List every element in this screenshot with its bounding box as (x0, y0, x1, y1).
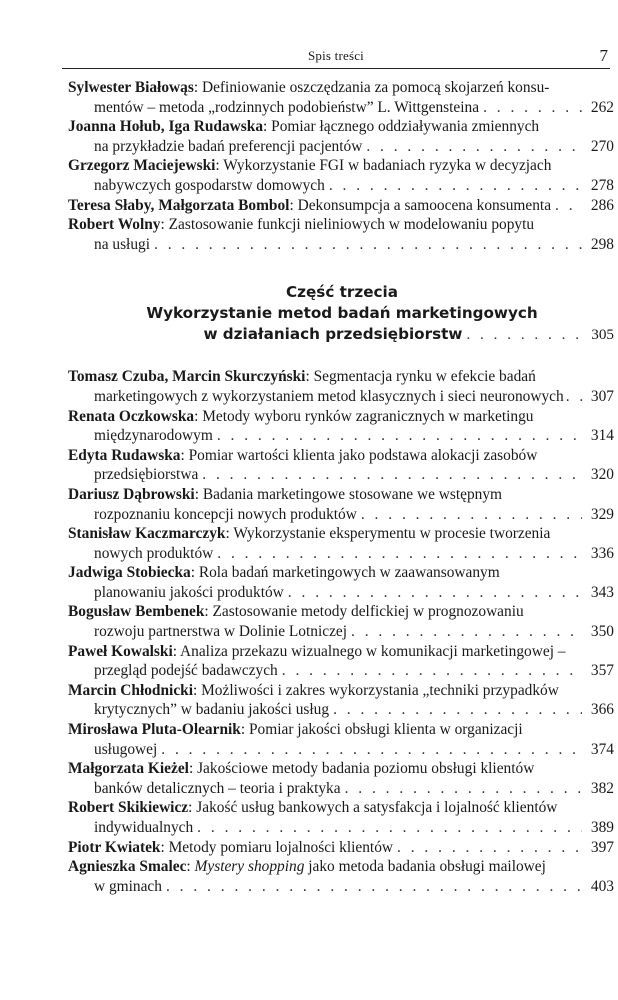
toc-title-line: Definiowanie oszczędzania za pomocą skojarzeń konsu- (201, 79, 550, 96)
toc-entry[interactable]: Bogusław Bembenek: Zastosowanie metody delfickiej w prognozowaniu rozwoju partnerstwa w Dolinie Lotniczej . . . 350 (68, 602, 616, 641)
dot-leader (154, 235, 582, 255)
toc-title-line: banków detalicznych – teoria i praktyka (94, 779, 341, 797)
dot-leader (397, 838, 582, 858)
toc-title-line: Badania marketingowe stosowane we wstępnym (202, 485, 503, 503)
toc-entry[interactable]: Małgorzata Kieżel: Jakościowe metody badania poziomu obsługi klientów banków detalicznych – teoria i praktyka . . . 382 (68, 759, 616, 798)
toc-author: Bogusław Bembenek (68, 603, 205, 621)
toc-title-line: mentów – metoda „rodzinnych podobieństw” L. Wittgensteina (94, 98, 480, 116)
toc-entry[interactable]: Jadwiga Stobiecka: Rola badań marketingowych w zaawansowanym planowaniu jakości produktów . . . 343 (68, 563, 616, 602)
toc-page-number: 397 (590, 838, 614, 856)
toc-title-line: w gminach (94, 877, 162, 895)
toc-author: Robert Skikiewicz (68, 799, 189, 817)
toc-title-line: międzynarodowym (94, 427, 213, 445)
dot-leader (361, 505, 582, 525)
toc-title-line: rozwoju partnerstwa w Dolinie Lotniczej (94, 623, 348, 641)
running-header-title: Spis treści (307, 48, 364, 63)
toc-title-line: na przykładzie badań preferencji pacjentów (94, 137, 363, 155)
toc-page-number: 298 (590, 235, 614, 253)
toc-page-number: 286 (590, 196, 614, 214)
toc-title-line: Wykorzystanie eksperymentu w procesie tworzenia (233, 525, 551, 543)
toc-page-number: 314 (590, 427, 614, 445)
toc-entry[interactable]: Sylwester Białowąs: Definiowanie oszczędzania za pomocą skojarzeń konsu- mentów – metoda „rodzinnych podobieństw” L. Wittgensteina . . . 262 (68, 78, 616, 117)
toc-entry[interactable]: Robert Wolny: Zastosowanie funkcji nieliniowych w modelowaniu popytu na usługi . . . 298 (68, 215, 616, 254)
toc-title-line: usługowej (94, 740, 158, 758)
part-title-line: Wykorzystanie metod badań marketingowych (146, 304, 538, 323)
toc-title-line: krytycznych” w badaniu jakości usług (94, 701, 330, 719)
toc-page-number: 366 (590, 701, 614, 719)
toc-author: Stanisław Kaczmarczyk (68, 525, 226, 543)
dot-leader (202, 465, 582, 485)
toc-author: Marcin Chłodnicki (68, 681, 193, 699)
running-header (62, 46, 610, 69)
toc-title-line: przegląd podejść badawczych (94, 662, 278, 680)
toc-title-line: Segmentacja rynku w efekcie badań (313, 368, 536, 386)
part-title-line: w działaniach przedsiębiorstw (203, 325, 463, 344)
toc-author: Małgorzata Kieżel (68, 760, 189, 778)
toc-title-line: Zastosowanie funkcji nieliniowych w modelowaniu popytu (168, 216, 535, 234)
toc-entry[interactable]: Tomasz Czuba, Marcin Skurczyński: Segmentacja rynku w efekcie badań marketingowych z wykorzystaniem metod klasycznych i sieci neuronowych . . . 307 (68, 367, 616, 406)
dot-leader (217, 544, 582, 564)
toc-author: Piotr Kwiatek (68, 838, 161, 856)
toc-entry[interactable]: Robert Skikiewicz: Jakość usług bankowych a satysfakcja i lojalność klientów indywidualnych . . . 389 (68, 798, 616, 837)
part-heading[interactable] (68, 282, 616, 345)
toc-title-line: rozpoznaniu koncepcji nowych produktów (94, 505, 357, 523)
page-number: 7 (599, 46, 608, 65)
toc-page-number: 270 (590, 137, 614, 155)
toc-page-number: 307 (590, 387, 614, 405)
dot-leader (351, 622, 582, 642)
toc-page-number: 329 (590, 505, 614, 523)
toc-title-line: Dekonsumpcja a samoocena konsumenta (297, 196, 552, 214)
toc-title-line: Metody wyboru rynków zagranicznych w marketingu (202, 407, 534, 425)
toc-author: Jadwiga Stobiecka (68, 564, 191, 582)
toc-title-line: Możliwości i zakres wykorzystania „techniki przypadków (201, 681, 559, 699)
toc-author: Dariusz Dąbrowski (68, 485, 195, 503)
toc-entry[interactable]: Teresa Słaby, Małgorzata Bombol: Dekonsumpcja a samoocena konsumenta . . . 286 (68, 196, 616, 216)
toc-entry[interactable]: Paweł Kowalski: Analiza przekazu wizualnego w komunikacji marketingowej – przegląd podejść badawczych . . . 357 (68, 642, 616, 681)
toc-author: Renata Oczkowska (68, 407, 195, 425)
toc-page-number: 278 (590, 176, 614, 194)
dot-leader (566, 387, 584, 407)
toc-author: Agnieszka Smalec (68, 858, 187, 876)
dot-leader (483, 98, 582, 118)
toc-entry[interactable]: Edyta Rudawska: Pomiar wartości klienta jako podstawa alokacji zasobów przedsiębiorstwa . . . 320 (68, 446, 616, 485)
toc-title-line: jako metoda badania obsługi mailowej (304, 858, 546, 876)
toc-title-line: planowaniu jakości produktów (94, 583, 284, 601)
toc-author: Joanna Hołub, Iga Rudawska (68, 118, 264, 136)
toc-page-number: 403 (590, 877, 614, 895)
toc-title-line: nowych produktów (94, 544, 214, 562)
toc-author: Robert Wolny (68, 216, 161, 234)
toc-entry[interactable]: Joanna Hołub, Iga Rudawska: Pomiar łącznego oddziaływania zmiennych na przykładzie badań preferencji pacjentów . . . 270 (68, 117, 616, 156)
dot-leader (329, 176, 582, 196)
toc-title-line: nabywczych gospodarstw domowych (94, 176, 325, 194)
toc-entry[interactable]: Agnieszka Smalec: Mystery shopping jako metoda badania obsługi mailowej w gminach . . . 403 (68, 857, 616, 896)
dot-leader (555, 196, 582, 216)
toc-page-number: 357 (590, 662, 614, 680)
toc-author: Paweł Kowalski (68, 642, 173, 660)
toc-entry[interactable]: Marcin Chłodnicki: Możliwości i zakres wykorzystania „techniki przypadków krytycznych” w badaniu jakości usług . . . 366 (68, 681, 616, 720)
toc-title-italic: Mystery shopping (194, 858, 305, 876)
toc-page-number: 320 (590, 466, 614, 484)
toc-title-line: Pomiar łącznego oddziaływania zmiennych (271, 118, 540, 136)
toc-title-line: Wykorzystanie FGI w badaniach ryzyka w decyzjach (223, 157, 552, 175)
toc-title-line: przedsiębiorstwa (94, 466, 199, 484)
toc-entry[interactable]: Grzegorz Maciejewski: Wykorzystanie FGI w badaniach ryzyka w decyzjach nabywczych gospodarstw domowych . . . 278 (68, 156, 616, 195)
dot-leader (166, 877, 582, 897)
toc-title-line: na usługi (94, 235, 151, 253)
part-page-number: 305 (591, 326, 614, 344)
dot-leader (161, 740, 582, 760)
toc-title-line: Rola badań marketingowych w zaawansowanym (198, 564, 500, 582)
toc-author: Sylwester Białowąs (68, 79, 194, 96)
toc-page-number: 336 (590, 544, 614, 562)
toc-page-number: 350 (590, 623, 614, 641)
toc-title-line: Metody pomiaru lojalności klientów (168, 838, 394, 856)
toc-entry[interactable]: Stanisław Kaczmarczyk: Wykorzystanie eksperymentu w procesie tworzenia nowych produktów . . . 336 (68, 524, 616, 563)
toc-page-number: 382 (590, 779, 614, 797)
toc-author: Mirosława Pluta-Olearnik (68, 721, 241, 739)
toc-title-line: Zastosowanie metody delfickiej w prognozowaniu (212, 603, 524, 621)
table-of-contents (68, 78, 616, 896)
toc-author: Tomasz Czuba, Marcin Skurczyński (68, 368, 306, 386)
toc-title-line: Pomiar jakości obsługi klienta w organizacji (248, 721, 523, 739)
toc-title-line: Jakość usług bankowych a satysfakcja i lojalność klientów (196, 799, 558, 817)
dot-leader (197, 818, 582, 838)
dot-leader (288, 583, 582, 603)
toc-page-number: 262 (590, 98, 614, 116)
toc-entry[interactable]: Renata Oczkowska: Metody wyboru rynków zagranicznych w marketingu międzynarodowym . . . 314 (68, 407, 616, 446)
toc-author: Edyta Rudawska (68, 446, 181, 464)
dot-leader (217, 426, 582, 446)
toc-page-number: 343 (590, 583, 614, 601)
toc-entry[interactable]: Dariusz Dąbrowski: Badania marketingowe stosowane we wstępnym rozpoznaniu koncepcji nowych produktów . . . 329 (68, 485, 616, 524)
dot-leader (333, 700, 582, 720)
dot-leader: . . . . . . . . . (466, 326, 582, 344)
toc-page-number: 374 (590, 740, 614, 758)
toc-entry[interactable]: Mirosława Pluta-Olearnik: Pomiar jakości obsługi klienta w organizacji usługowej . . . 374 (68, 720, 616, 759)
toc-page-number: 389 (590, 819, 614, 836)
toc-title-line: Analiza przekazu wizualnego w komunikacji marketingowej – (180, 642, 566, 660)
toc-title-line: indywidualnych (94, 819, 194, 836)
toc-author: Teresa Słaby, Małgorzata Bombol (68, 196, 290, 214)
toc-title-line: marketingowych z wykorzystaniem metod klasycznych i sieci neuronowych (94, 387, 564, 405)
dot-leader (282, 661, 582, 681)
part-label: Część trzecia (286, 283, 398, 302)
dot-leader (366, 137, 582, 157)
toc-title-line: Jakościowe metody badania poziomu obsługi klientów (197, 760, 535, 778)
toc-entry[interactable]: Piotr Kwiatek: Metody pomiaru lojalności klientów . . . 397 (68, 838, 616, 858)
dot-leader (345, 779, 582, 799)
toc-author: Grzegorz Maciejewski (68, 157, 216, 175)
toc-title-line: Pomiar wartości klienta jako podstawa alokacji zasobów (188, 446, 538, 464)
